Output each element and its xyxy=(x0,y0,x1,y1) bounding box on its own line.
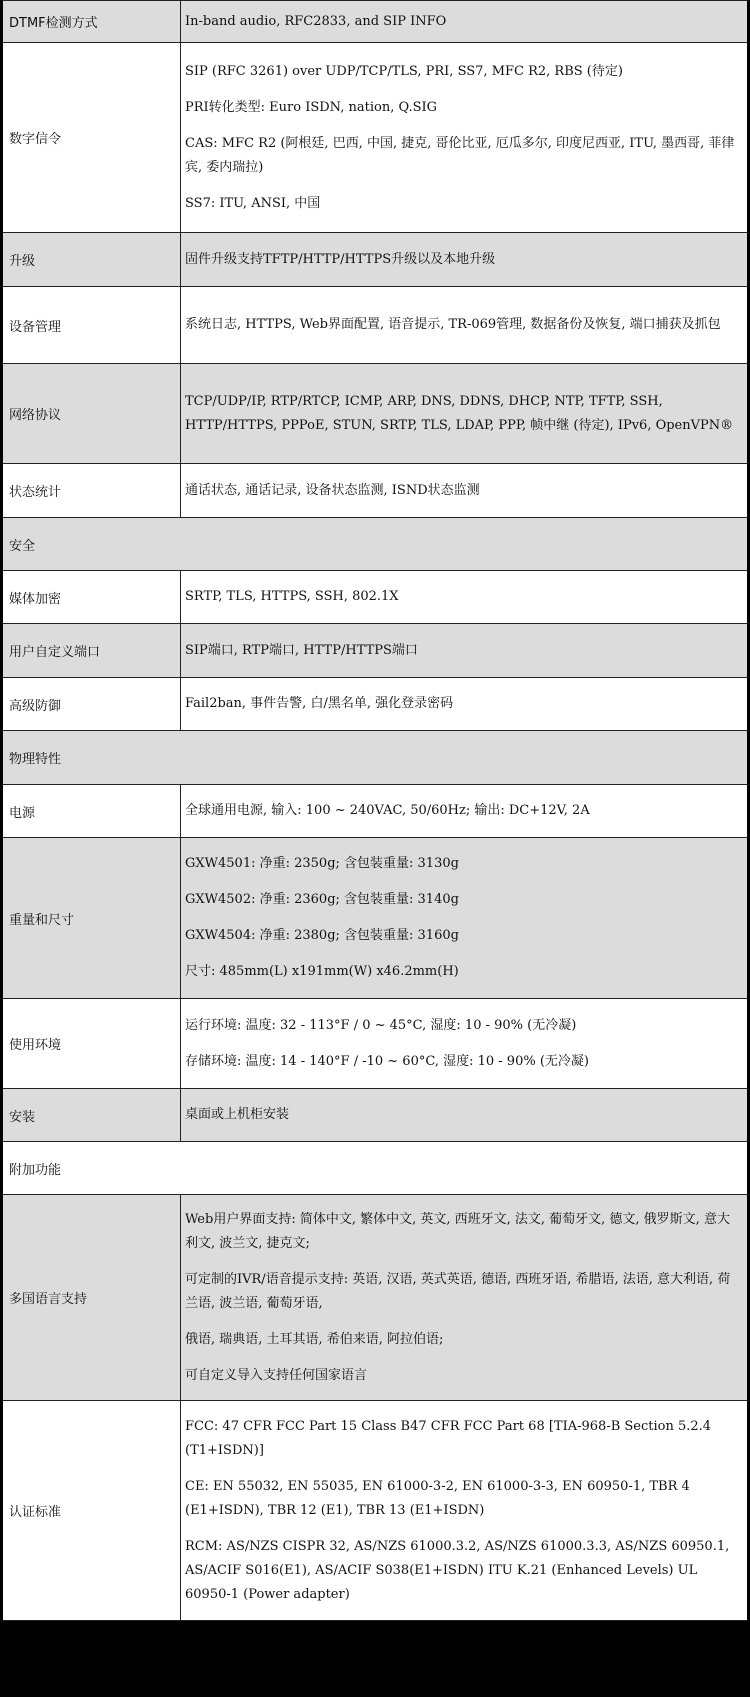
spec-value-line: 俄语, 瑞典语, 土耳其语, 希伯来语, 阿拉伯语; xyxy=(185,1331,444,1347)
spec-value-line: CE: EN 55032, EN 55035, EN 61000-3-2, EN 61000-3-3, EN 60950-1, TBR 4 (E1+ISDN), TBR 12 (E1), TBR 13 (E1+ISDN) xyxy=(185,1478,690,1518)
column-divider xyxy=(180,999,181,1088)
spec-value-line: In-band audio, RFC2833, and SIP INFO xyxy=(185,13,447,29)
spec-value xyxy=(185,43,741,232)
section-title: 安全 xyxy=(9,538,36,554)
spec-row xyxy=(3,363,747,463)
spec-row xyxy=(3,570,747,623)
spec-label: 网络协议 xyxy=(9,408,62,423)
spec-value-line: GXW4504: 净重: 2380g; 含包装重量: 3160g xyxy=(185,928,459,943)
column-divider xyxy=(180,364,181,463)
column-divider xyxy=(180,838,181,998)
spec-value-line: SIP端口, RTP端口, HTTP/HTTPS端口 xyxy=(185,642,418,658)
section-header-row xyxy=(3,517,747,570)
column-divider xyxy=(180,287,181,363)
spec-value-line: CAS: MFC R2 (阿根廷, 巴西, 中国, 捷克, 哥伦比亚, 厄瓜多尔, 印度尼西亚, ITU, 墨西哥, 菲律宾, 委内瑞拉) xyxy=(185,135,735,175)
spec-value xyxy=(185,464,741,517)
spec-row xyxy=(3,1088,747,1141)
column-divider xyxy=(180,1401,181,1620)
spec-value-line: TCP/UDP/IP, RTP/RTCP, ICMP, ARP, DNS, DDNS, DHCP, NTP, TFTP, SSH, HTTP/HTTPS, PPPoE, STUN, SRTP, TLS, LDAP, PPP, 帧中继 (待定), IPv6, OpenVPN® xyxy=(185,393,734,433)
spec-value-line: RCM: AS/NZS CISPR 32, AS/NZS 61000.3.2, AS/NZS 61000.3.3, AS/NZS 60950.1, AS/ACIF S016(E1), AS/ACIF S038(E1+ISDN) ITU K.21 (Enhanced Levels) UL 60950-1 (Power adapter) xyxy=(185,1538,730,1602)
spec-value xyxy=(185,1401,741,1620)
spec-row xyxy=(3,232,747,286)
spec-label: 用户自定义端口 xyxy=(9,645,101,660)
spec-value-line: 运行环境: 温度: 32 - 113°F / 0 ~ 45°C, 湿度: 10 - 90% (无冷凝) xyxy=(185,1017,577,1033)
column-divider xyxy=(180,571,181,623)
spec-value-line: 固件升级支持TFTP/HTTP/HTTPS升级以及本地升级 xyxy=(185,251,496,267)
spec-value-line: Web用户界面支持: 简体中文, 繁体中文, 英文, 西班牙文, 法文, 葡萄牙文, 德文, 俄罗斯文, 意大利文, 波兰文, 捷克文; xyxy=(185,1211,730,1251)
spec-value-line: 可定制的IVR/语音提示支持: 英语, 汉语, 英式英语, 德语, 西班牙语, 希腊语, 法语, 意大利语, 荷兰语, 波兰语, 葡萄牙语, xyxy=(185,1271,731,1311)
spec-label: 设备管理 xyxy=(9,319,62,335)
spec-value xyxy=(185,624,741,677)
spec-row xyxy=(3,463,747,517)
spec-value xyxy=(185,785,741,837)
spec-value-line: SRTP, TLS, HTTPS, SSH, 802.1X xyxy=(185,589,399,604)
spec-row xyxy=(3,837,747,998)
spec-row xyxy=(3,623,747,677)
spec-value-line: GXW4501: 净重: 2350g; 含包装重量: 3130g xyxy=(185,856,459,871)
spec-value xyxy=(185,364,741,463)
spec-row xyxy=(3,1194,747,1400)
spec-label: 升级 xyxy=(9,254,36,269)
spec-row xyxy=(3,286,747,363)
spec-row xyxy=(3,1400,747,1620)
spec-value-line: SS7: ITU, ANSI, 中国 xyxy=(185,195,321,211)
spec-label: 安装 xyxy=(9,1109,36,1125)
column-divider xyxy=(180,785,181,837)
spec-label: 数字信令 xyxy=(9,132,62,147)
spec-row xyxy=(3,677,747,730)
spec-label: 重量和尺寸 xyxy=(9,912,75,928)
column-divider xyxy=(180,1089,181,1141)
spec-row xyxy=(3,42,747,232)
column-divider xyxy=(180,1,181,42)
spec-value xyxy=(185,1142,741,1194)
spec-value-line: 存储环境: 温度: 14 - 140°F / -10 ~ 60°C, 湿度: 10 - 90% (无冷凝) xyxy=(185,1053,589,1069)
spec-label: 多国语言支持 xyxy=(9,1292,88,1307)
column-divider xyxy=(180,233,181,286)
spec-label: 电源 xyxy=(9,805,36,821)
spec-value-line: 可自定义导入支持任何国家语言 xyxy=(185,1367,368,1383)
spec-value-line: GXW4502: 净重: 2360g; 含包装重量: 3140g xyxy=(185,892,459,907)
spec-value-line: 尺寸: 485mm(L) x191mm(W) x46.2mm(H) xyxy=(185,964,459,979)
spec-label: 状态统计 xyxy=(9,485,62,500)
spec-value xyxy=(185,1195,741,1400)
spec-value xyxy=(185,1089,741,1141)
spec-row xyxy=(3,998,747,1088)
spec-value-line: 系统日志, HTTPS, Web界面配置, 语音提示, TR-069管理, 数据备份及恢复, 端口捕获及抓包 xyxy=(185,317,721,332)
spec-label: 认证标准 xyxy=(9,1505,62,1520)
section-title: 附加功能 xyxy=(9,1162,62,1178)
spec-value-line: SIP (RFC 3261) over UDP/TCP/TLS, PRI, SS7, MFC R2, RBS (待定) xyxy=(185,63,623,79)
spec-label: 高级防御 xyxy=(9,698,62,714)
spec-value-line: FCC: 47 CFR FCC Part 15 Class B47 CFR FCC Part 68 [TIA-968-B Section 5.2.4 (T1+ISDN)] xyxy=(185,1418,712,1458)
spec-value xyxy=(185,287,741,363)
spec-label: DTMF检测方式 xyxy=(9,16,98,31)
column-divider xyxy=(180,1195,181,1400)
section-title: 物理特性 xyxy=(9,752,62,767)
section-header-row xyxy=(3,1141,747,1194)
spec-value xyxy=(185,838,741,998)
spec-value-line: 全球通用电源, 输入: 100 ~ 240VAC, 50/60Hz; 输出: DC+12V, 2A xyxy=(185,803,590,818)
spec-value xyxy=(185,571,741,623)
column-divider xyxy=(180,624,181,677)
spec-row xyxy=(3,784,747,837)
spec-label: 使用环境 xyxy=(9,1038,62,1053)
spec-value xyxy=(185,999,741,1088)
spec-value xyxy=(185,1,741,42)
spec-value xyxy=(185,731,741,784)
column-divider xyxy=(180,464,181,517)
spec-value xyxy=(185,233,741,286)
spec-value-line: 通话状态, 通话记录, 设备状态监测, ISND状态监测 xyxy=(185,482,480,498)
column-divider xyxy=(180,678,181,730)
spec-value xyxy=(185,678,741,730)
spec-value-line: 桌面或上机柜安装 xyxy=(185,1107,290,1122)
spec-value xyxy=(185,518,741,570)
table-bottom-border xyxy=(3,1620,747,1621)
spec-value-line: Fail2ban, 事件告警, 白/黑名单, 强化登录密码 xyxy=(185,696,454,711)
spec-row xyxy=(3,0,747,42)
spec-value-line: PRI转化类型: Euro ISDN, nation, Q.SIG xyxy=(185,99,438,115)
column-divider xyxy=(180,43,181,232)
spec-label: 媒体加密 xyxy=(9,591,62,607)
section-header-row xyxy=(3,730,747,784)
